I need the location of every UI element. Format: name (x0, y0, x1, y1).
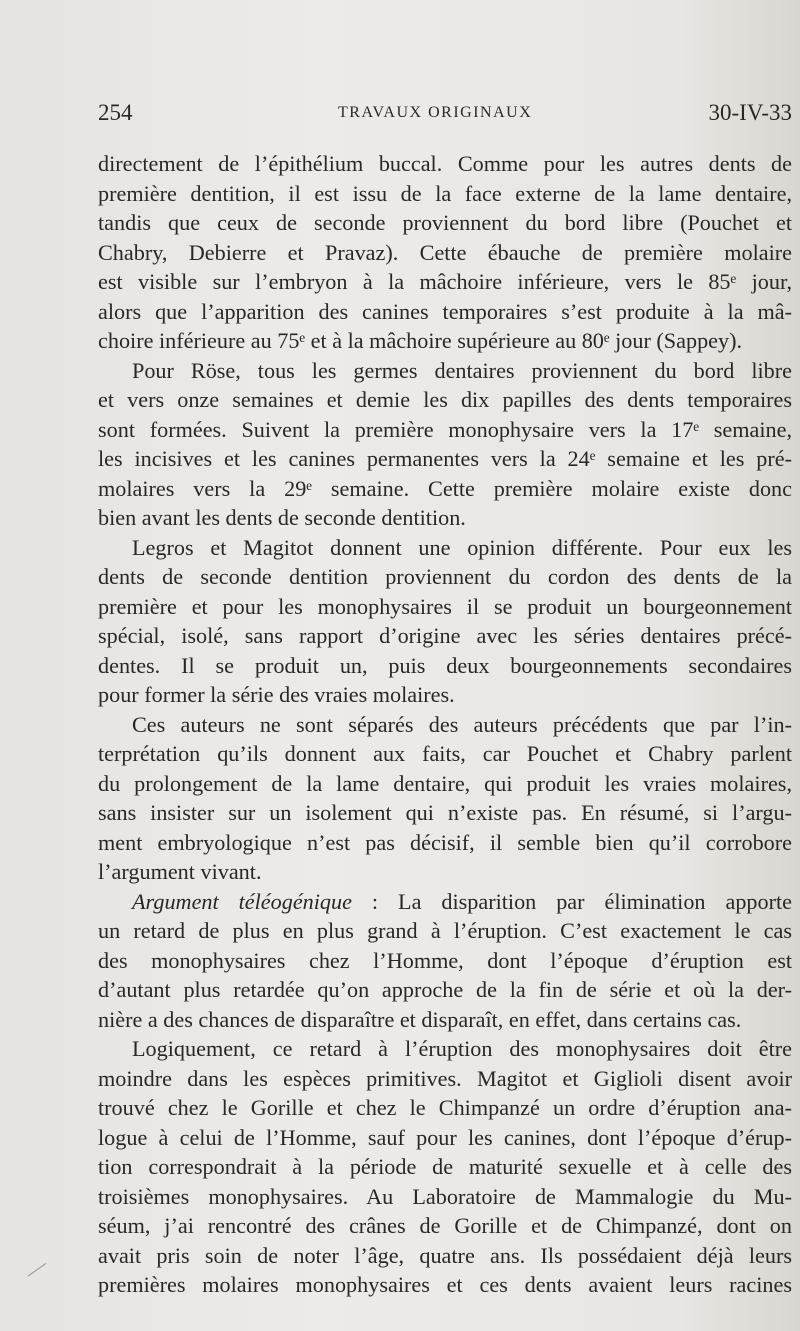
line-text: première et pour les monophysaires il se produit un bourgeonnement (98, 593, 792, 619)
header-date: 30-IV-33 (708, 100, 792, 125)
line-text: alors que l’apparition des canines temporaires s’est produite à la mâ- (98, 298, 792, 324)
line-text: est visible sur l’embryon à la mâchoire inférieure, vers le 85ᵉ jour, (98, 269, 792, 294)
text-line (98, 975, 792, 1005)
line-text: molaires vers la 29ᵉ semaine. Cette première molaire existe donc (98, 475, 792, 501)
line-text: d’autant plus retardée qu’on approche de la fin de série et où la der- (98, 977, 792, 1002)
italic-heading: Argument téléogénique (132, 888, 352, 914)
text-line (98, 356, 792, 386)
page-number: 254 (98, 100, 133, 125)
line-text: Logiquement, ce retard à l’éruption des monophysaires doit être (132, 1036, 792, 1061)
text-line (98, 680, 792, 710)
text-line (98, 562, 792, 592)
text-line (98, 651, 792, 681)
text-line (98, 1211, 792, 1241)
line-text: avait pris soin de noter l’âge, quatre ans. Ils possédaient déjà leurs (98, 1242, 792, 1268)
text-line (98, 1270, 792, 1300)
line-text: tion correspondrait à la période de maturité sexuelle et à celle des (98, 1154, 792, 1179)
text-line (98, 474, 792, 504)
text-line (98, 769, 792, 799)
text-line (98, 326, 792, 356)
text-line (98, 444, 792, 474)
text-line (98, 385, 792, 415)
line-text: un retard de plus en plus grand à l’éruption. C’est exactement le cas (98, 918, 792, 943)
running-title: TRAVAUX ORIGINAUX (338, 104, 533, 121)
line-text: dentes. Il se produit un, puis deux bourgeonnements secondaires (98, 652, 792, 678)
line-text: ment embryologique n’est pas décisif, il semble bien qu’il corrobore (98, 829, 792, 855)
text-line (98, 739, 792, 769)
line-text: bien avant les dents de seconde dentition. (98, 505, 466, 530)
line-text: Chabry, Debierre et Pravaz). Cette ébauche de première molaire (98, 239, 792, 265)
text-line (98, 1034, 792, 1064)
line-text: sont formées. Suivent la première monophysaire vers la 17ᵉ semaine, (98, 416, 792, 442)
line-text: Ces auteurs ne sont séparés des auteurs précédents que par l’in- (132, 711, 792, 737)
line-text: des monophysaires chez l’Homme, dont l’époque d’éruption est (98, 947, 792, 973)
line-text: premières molaires monophysaires et ces dents avaient leurs racines (98, 1272, 792, 1297)
line-text: Pour Röse, tous les germes dentaires proviennent du bord libre (132, 357, 792, 383)
text-line (98, 149, 792, 179)
text-line (98, 710, 792, 740)
line-text: troisièmes monophysaires. Au Laboratoire de Mammalogie du Mu- (98, 1183, 792, 1209)
line-text: : La disparition par élimination apporte (351, 888, 792, 914)
text-line (98, 621, 792, 651)
text-line (98, 1152, 792, 1182)
text-line (98, 297, 792, 327)
line-text: Legros et Magitot donnent une opinion différente. Pour eux les (132, 534, 792, 560)
line-text: logue à celui de l’Homme, sauf pour les canines, dont l’époque d’érup- (98, 1124, 792, 1150)
text-line (98, 1182, 792, 1212)
line-text: tandis que ceux de seconde proviennent du bord libre (Pouchet et (98, 210, 792, 235)
pencil-mark-icon (28, 1263, 55, 1288)
text-line (98, 208, 792, 238)
text-line (98, 887, 792, 917)
text-line (98, 828, 792, 858)
line-text: choire inférieure au 75ᵉ et à la mâchoire supérieure au 80ᵉ jour (Sappey). (98, 328, 743, 353)
text-line (98, 238, 792, 268)
line-text: spécial, isolé, sans rapport d’origine avec les séries dentaires précé- (98, 623, 792, 648)
line-text: l’argument vivant. (98, 859, 262, 884)
text-line (98, 503, 792, 533)
text-line (98, 592, 792, 622)
line-text: nière a des chances de disparaître et disparaît, en effet, dans certains cas. (98, 1006, 742, 1032)
text-line (98, 267, 792, 297)
line-text: les incisives et les canines permanentes vers la 24ᵉ semaine et les pré- (98, 446, 792, 471)
text-line (98, 857, 792, 887)
body-text (98, 149, 792, 1300)
text-line (98, 179, 792, 209)
line-text: directement de l’épithélium buccal. Comme pour les autres dents de (98, 151, 792, 176)
text-line (98, 415, 792, 445)
line-text: trouvé chez le Gorille et chez le Chimpanzé un ordre d’éruption ana- (98, 1095, 792, 1120)
line-text: pour former la série des vraies molaires. (98, 682, 455, 707)
text-line (98, 916, 792, 946)
line-text: première dentition, il est issu de la face externe de la lame dentaire, (98, 180, 792, 206)
line-text: séum, j’ai rencontré des crânes de Gorille et de Chimpanzé, dont on (98, 1213, 792, 1238)
text-line (98, 1093, 792, 1123)
text-line (98, 1123, 792, 1153)
text-line (98, 1064, 792, 1094)
line-text: terprétation qu’ils donnent aux faits, car Pouchet et Chabry parlent (98, 741, 792, 766)
text-line (98, 1005, 792, 1035)
line-text: du prolongement de la lame dentaire, qui produit les vraies molaires, (98, 770, 792, 796)
running-head (98, 100, 792, 136)
text-line (98, 533, 792, 563)
line-text: et vers onze semaines et demie les dix papilles des dents temporaires (98, 387, 792, 412)
line-text: sans insister sur un isolement qui n’existe pas. En résumé, si l’argu- (98, 800, 792, 825)
text-line (98, 1241, 792, 1271)
text-line (98, 946, 792, 976)
line-text: dents de seconde dentition proviennent du cordon des dents de la (98, 564, 792, 589)
line-text: moindre dans les espèces primitives. Magitot et Giglioli disent avoir (98, 1065, 792, 1091)
text-line (98, 798, 792, 828)
